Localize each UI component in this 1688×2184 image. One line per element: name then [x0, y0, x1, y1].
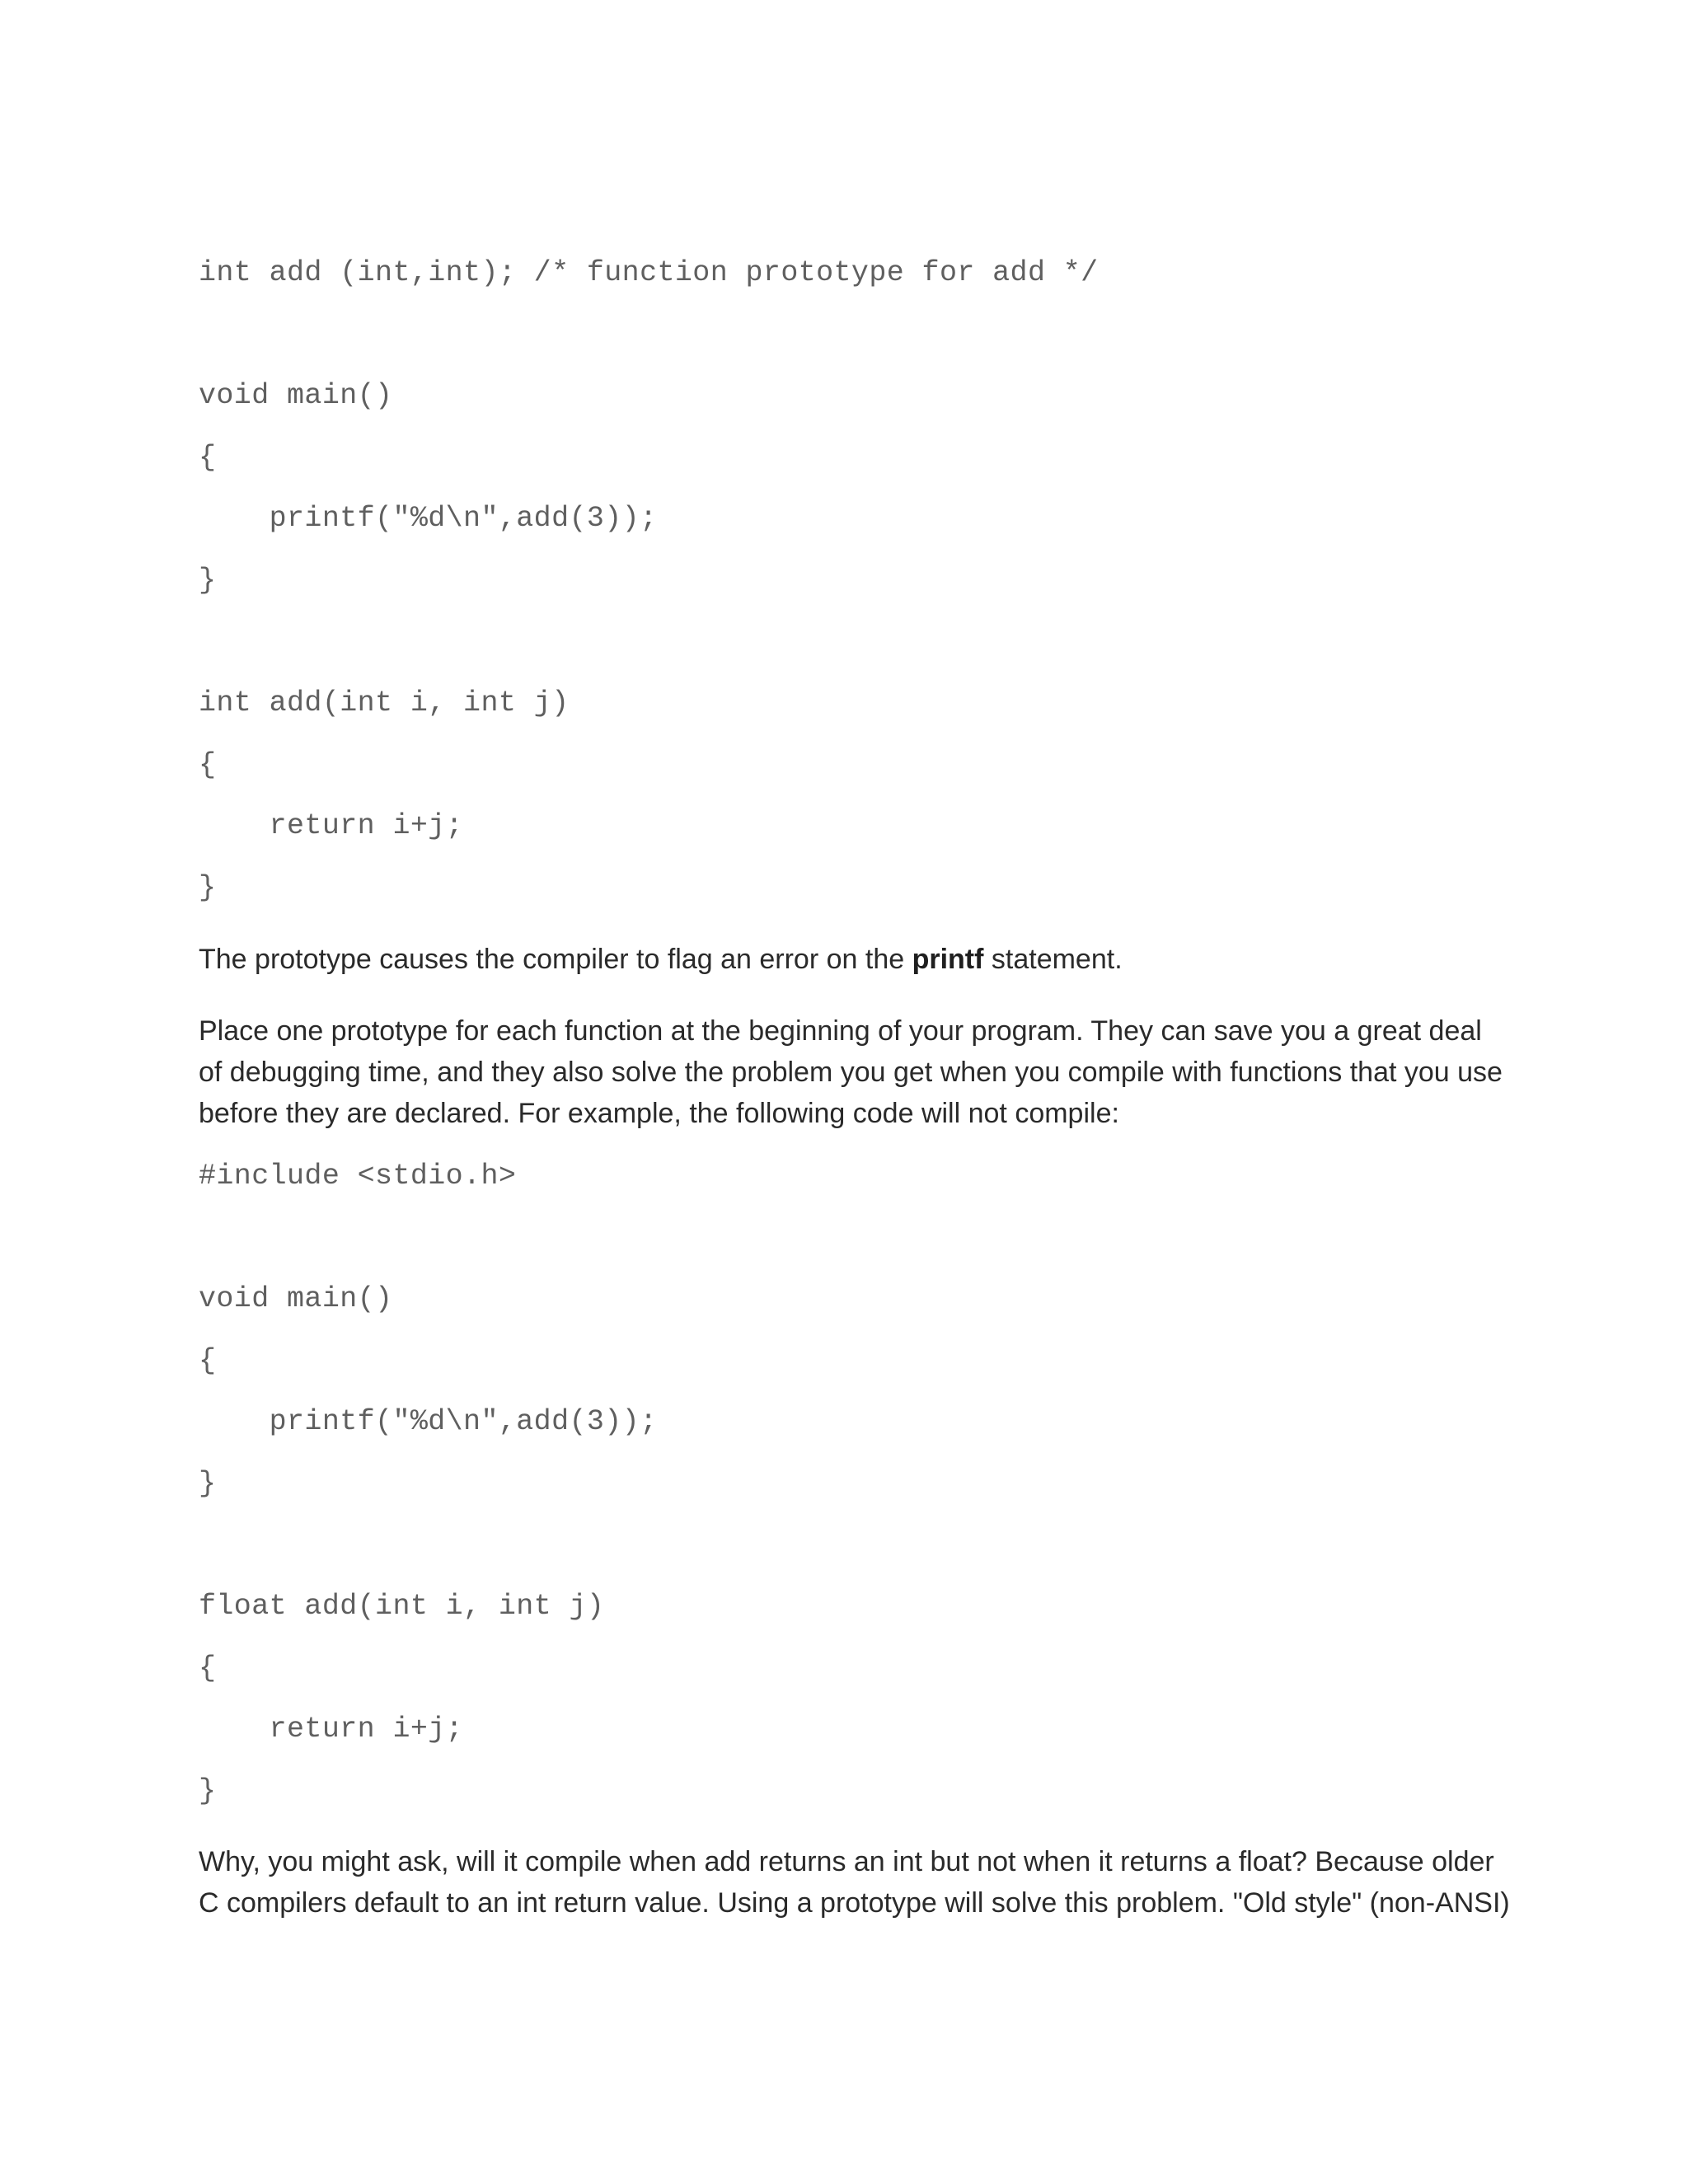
paragraph-text: statement. — [983, 944, 1123, 975]
paragraph-line: Why, you might ask, will it compile when add returns an int but not when it returns a float? Because older — [199, 1846, 1494, 1877]
inline-code-printf: printf — [912, 944, 984, 975]
paragraph-line: Place one prototype for each function at the beginning of your program. They can save you a great deal — [199, 1015, 1482, 1047]
code-line: return i+j; — [199, 1713, 464, 1746]
code-line: printf("%d\n",add(3)); — [199, 502, 658, 535]
code-line: printf("%d\n",add(3)); — [199, 1405, 658, 1438]
code-line: float add(int i, int j) — [199, 1590, 605, 1623]
code-line: { — [199, 748, 217, 781]
code-line: { — [199, 441, 217, 474]
code-line: { — [199, 1344, 217, 1377]
code-line: } — [199, 871, 217, 904]
code-line: } — [199, 564, 217, 597]
code-line: } — [199, 1774, 217, 1807]
code-line: } — [199, 1467, 217, 1500]
code-line: { — [199, 1652, 217, 1685]
paragraph-line: of debugging time, and they also solve the problem you get when you compile with functions that you use — [199, 1057, 1503, 1088]
paragraph-text: The prototype causes the compiler to flag an error on the — [199, 944, 912, 975]
paragraph-prototype-error — [199, 939, 1123, 980]
paragraph-line: before they are declared. For example, the following code will not compile: — [199, 1098, 1119, 1129]
code-line: void main() — [199, 1282, 393, 1315]
code-line: void main() — [199, 379, 393, 412]
code-line: #include <stdio.h> — [199, 1160, 517, 1193]
code-line: int add (int,int); /* function prototype for add */ — [199, 256, 1099, 289]
code-line: return i+j; — [199, 809, 464, 842]
paragraph-line: C compilers default to an int return value. Using a prototype will solve this problem. "Old style" (non-ANSI) — [199, 1887, 1510, 1919]
code-line: int add(int i, int j) — [199, 687, 570, 719]
